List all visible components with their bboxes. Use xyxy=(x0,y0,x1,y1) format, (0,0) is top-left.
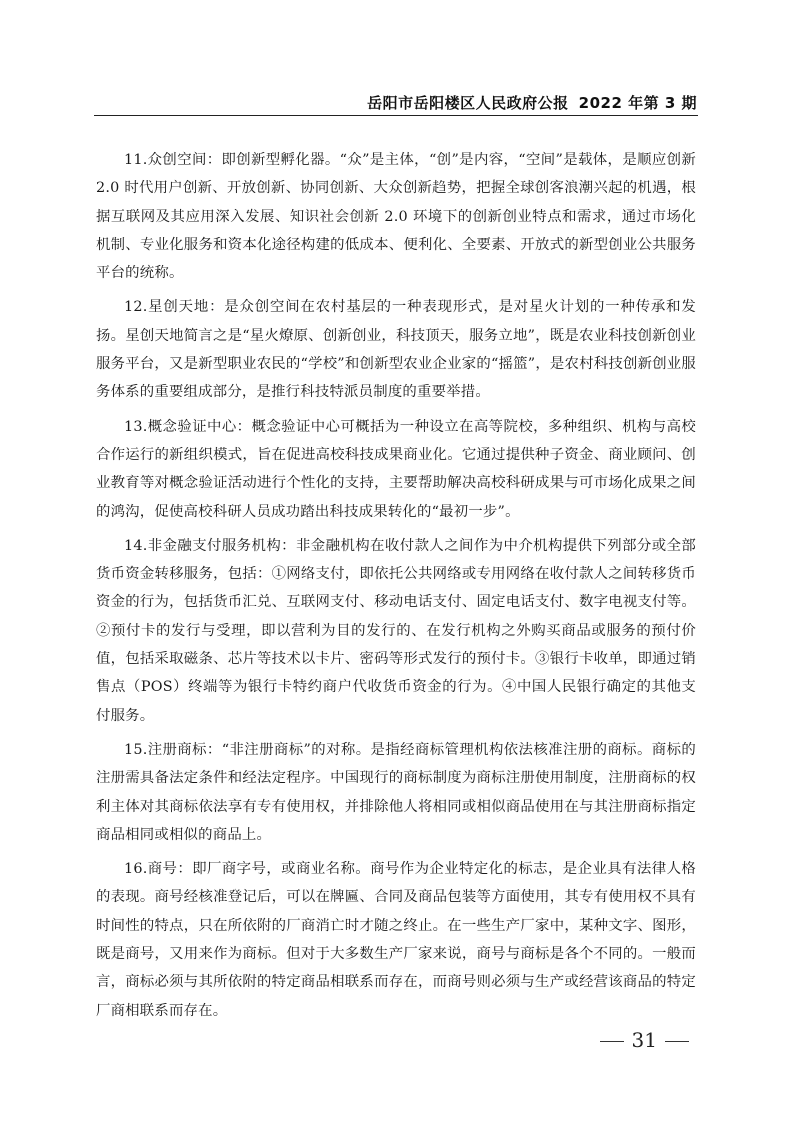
publication-title: 岳阳市岳阳楼区人民政府公报 xyxy=(367,94,569,112)
paragraph-item-13: 13.概念验证中心：概念验证中心可概括为一种设立在高等院校，多种组织、机构与高校合作运行的新组织模式，旨在促进高校科技成果商业化。它通过提供种子资金、商业顾问、创业教育等对概念验证活动进行个性化的支持，主要帮助解决高校科研成果与可市场化成果之间的鸿沟，促使高校科研人员成功踏出科技成果转化的“最初一步”。 xyxy=(96,418,696,520)
page-number: 31 xyxy=(631,1028,657,1052)
paragraph-item-11: 11.众创空间：即创新型孵化器。“众”是主体，“创”是内容，“空间”是载体，是顺应创新 2.0 时代用户创新、开放创新、协同创新、大众创新趋势，把握全球创客浪潮兴起的机遇，根据互联网及其应用深入发展、知识社会创新 2.0 环境下的创新创业特点和需求，通过市场化机制、专业化服务和资本化途径构建的低成本、便利化、全要素、开放式的新型创业公共服务平台的统称。 xyxy=(96,152,696,282)
paragraph-item-16: 16.商号：即厂商字号，或商业名称。商号作为企业特定化的标志，是企业具有法律人格的表现。商号经核准登记后，可以在牌匾、合同及商品包装等方面使用，其专有使用权不具有时间性的特点，只在所依附的厂商消亡时才随之终止。在一些生产厂家中，某种文字、图形，既是商号，又用来作为商标。但对于大多数生产厂家来说，商号与商标是各个不同的。一般而言，商标必须与其所依附的特定商品相联系而存在，而商号则必须与生产或经营该商品的特定厂商相联系而存在。 xyxy=(96,861,696,1019)
footer-dash-left xyxy=(600,1041,624,1042)
header-rule xyxy=(94,115,698,116)
paragraph-item-15: 15.注册商标：“非注册商标”的对称。是指经商标管理机构依法核准注册的商标。商标的注册需具备法定条件和经法定程序。中国现行的商标制度为商标注册使用制度，注册商标的权利主体对其商标依法享有专有使用权，并排除他人将相同或相似商品使用在与其注册商标指定商品相同或相似的商品上。 xyxy=(96,741,696,843)
paragraph-item-12: 12.星创天地：是众创空间在农村基层的一种表现形式，是对星火计划的一种传承和发扬。星创天地简言之是“星火燎原、创新创业，科技顶天，服务立地”，既是农业科技创新创业服务平台，又是新型职业农民的“学校”和创新型农业企业家的“摇篮”，是农村科技创新创业服务体系的重要组成部分，是推行科技特派员制度的重要举措。 xyxy=(96,299,696,401)
footer-dash-right xyxy=(665,1041,689,1042)
document-body xyxy=(96,146,696,1031)
page-footer xyxy=(592,1028,697,1052)
page-header xyxy=(367,92,697,113)
paragraph-item-14: 14.非金融支付服务机构：非金融机构在收付款人之间作为中介机构提供下列部分或全部货币资金转移服务，包括：①网络支付，即依托公共网络或专用网络在收付款人之间转移货币资金的行为，包括货币汇兑、互联网支付、移动电话支付、固定电话支付、数字电视支付等。②预付卡的发行与受理，即以营利为目的发行的、在发行机构之外购买商品或服务的预付价值，包括采取磁条、芯片等技术以卡片、密码等形式发行的预付卡。③银行卡收单，即通过销售点（POS）终端等为银行卡特约商户代收货币资金的行为。④中国人民银行确定的其他支付服务。 xyxy=(96,537,696,724)
issue-number: 2022 年第 3 期 xyxy=(578,94,697,112)
